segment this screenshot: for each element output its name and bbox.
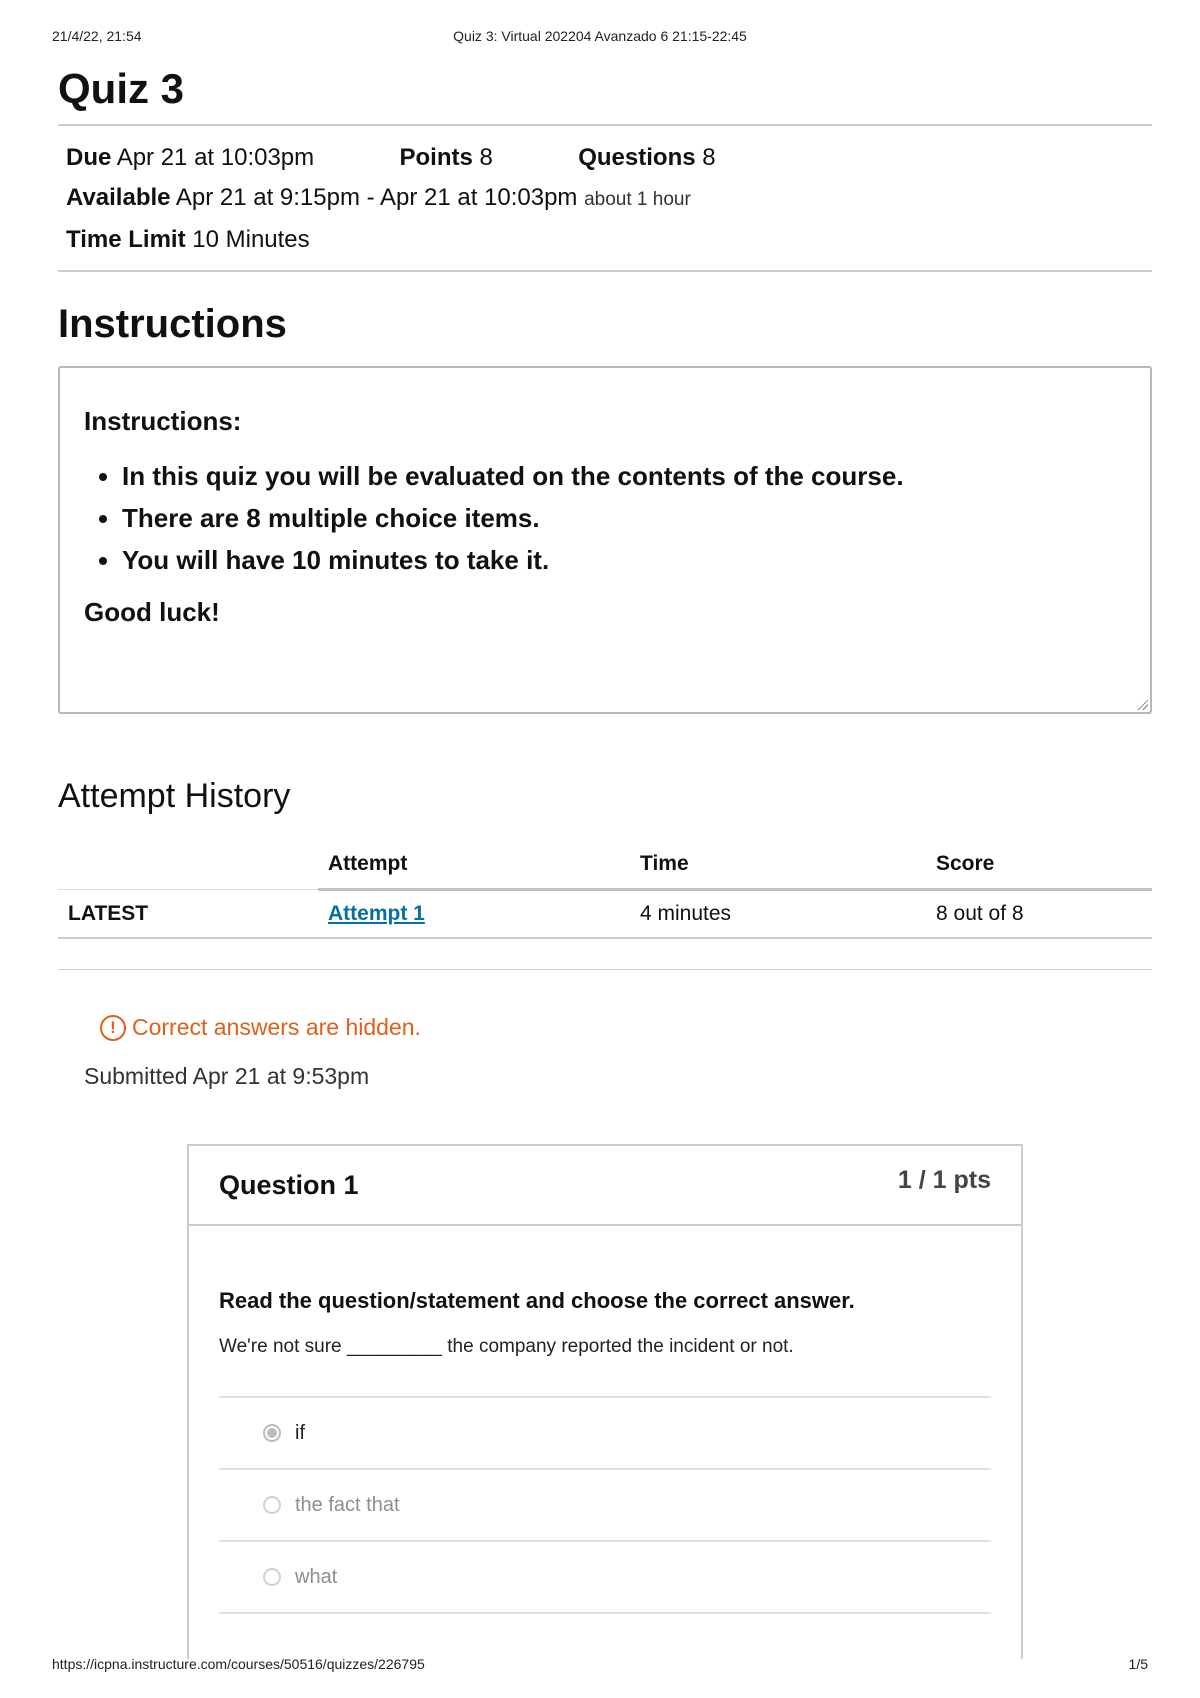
attempt-cell xyxy=(318,890,630,939)
question-stem: We're not sure _________ the company reported the incident or not. xyxy=(219,1336,794,1357)
attempt-history-heading: Attempt History xyxy=(58,777,291,815)
question-title: Question 1 xyxy=(219,1170,359,1200)
radio-icon[interactable] xyxy=(263,1568,281,1586)
column-header-attempt: Attempt xyxy=(318,844,630,890)
details-row-3 xyxy=(66,220,1144,260)
question-header xyxy=(189,1146,1021,1226)
quiz-content xyxy=(58,60,1152,1090)
instructions-box xyxy=(58,366,1152,714)
answer-option[interactable] xyxy=(219,1542,991,1614)
page-number: 1/5 xyxy=(1128,1656,1148,1672)
available-value: Apr 21 at 9:15pm - Apr 21 at 10:03pm xyxy=(175,184,578,211)
radio-icon[interactable] xyxy=(263,1496,281,1514)
available-label: Available xyxy=(66,184,171,211)
question-lead: Read the question/statement and choose the correct answer. xyxy=(219,1288,855,1313)
question-points: 1 / 1 pts xyxy=(897,1166,991,1194)
column-header xyxy=(58,844,318,890)
attempt-row-label: LATEST xyxy=(58,890,318,939)
instructions-heading: Instructions xyxy=(58,302,287,346)
answer-list xyxy=(219,1396,991,1614)
answer-text: if xyxy=(295,1421,305,1444)
attempt-score: 8 out of 8 xyxy=(926,890,1152,939)
instruction-item: • In this quiz you will be evaluated on the contents of the course. xyxy=(122,455,1126,497)
instructions-closing: Good luck! xyxy=(84,597,220,627)
correct-answers-notice xyxy=(100,1014,1152,1041)
divider xyxy=(58,270,1152,272)
column-header-time: Time xyxy=(630,844,926,890)
quiz-details xyxy=(58,126,1152,270)
details-row-1 xyxy=(66,138,1144,178)
print-date: 21/4/22, 21:54 xyxy=(52,28,142,44)
answer-text: what xyxy=(295,1565,338,1588)
print-footer xyxy=(52,1656,1148,1676)
question-body xyxy=(189,1226,1021,1614)
alert-circle-icon: ! xyxy=(100,1015,126,1041)
answer-text: the fact that xyxy=(295,1493,400,1516)
page-title: Quiz 3 xyxy=(58,65,185,112)
questions-value: 8 xyxy=(702,144,716,171)
table-header-row xyxy=(58,844,1152,890)
attempt-link[interactable]: Attempt 1 xyxy=(328,902,425,925)
divider xyxy=(58,969,1152,970)
instruction-item: • You will have 10 minutes to take it. xyxy=(122,539,1126,581)
points-label: Points xyxy=(399,144,473,171)
details-row-2 xyxy=(66,178,1144,220)
resize-grip-icon[interactable] xyxy=(1136,698,1148,710)
questions-label: Questions xyxy=(578,144,696,171)
due-label: Due xyxy=(66,144,112,171)
attempt-history-table xyxy=(58,844,1152,939)
column-header-score: Score xyxy=(926,844,1152,890)
instructions-list xyxy=(84,455,1126,581)
print-url: https://icpna.instructure.com/courses/50516/quizzes/226795 xyxy=(52,1656,425,1672)
points-value: 8 xyxy=(479,144,493,171)
available-duration: about 1 hour xyxy=(584,189,691,210)
print-document-title: Quiz 3: Virtual 202204 Avanzado 6 21:15-22:45 xyxy=(453,28,747,44)
time-limit-value: 10 Minutes xyxy=(192,226,310,253)
answer-option[interactable] xyxy=(219,1398,991,1470)
answer-option[interactable] xyxy=(219,1470,991,1542)
time-limit-label: Time Limit xyxy=(66,226,186,253)
submitted-timestamp: Submitted Apr 21 at 9:53pm xyxy=(84,1063,370,1089)
table-row xyxy=(58,890,1152,939)
question-card xyxy=(187,1144,1023,1659)
notice-text: Correct answers are hidden. xyxy=(132,1014,421,1040)
instructions-box-title: Instructions: xyxy=(84,406,242,436)
due-value: Apr 21 at 10:03pm xyxy=(116,144,315,171)
radio-selected-icon[interactable] xyxy=(263,1424,281,1442)
print-header xyxy=(52,28,1148,48)
instruction-item: • There are 8 multiple choice items. xyxy=(122,497,1126,539)
attempt-time: 4 minutes xyxy=(630,890,926,939)
